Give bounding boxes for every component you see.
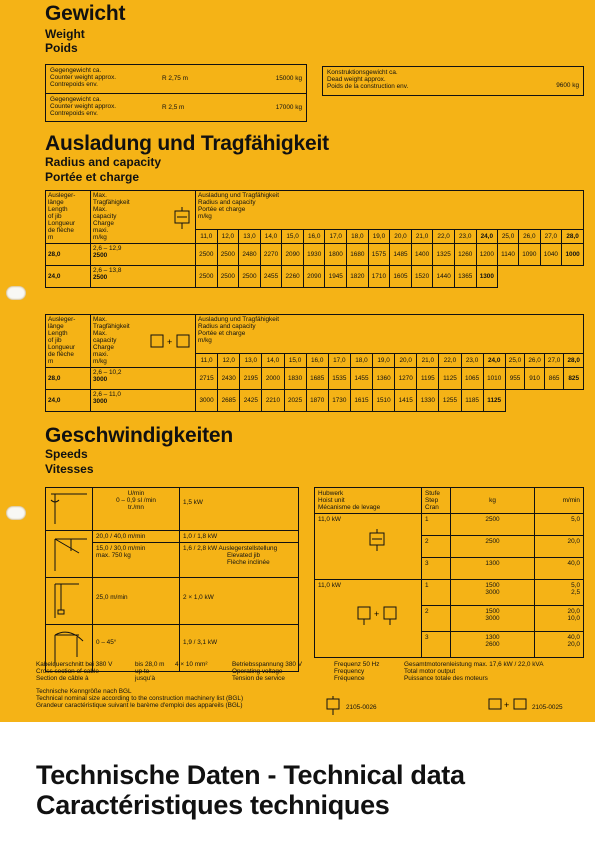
capacity-cell: 2195	[240, 368, 262, 390]
radius-capacity-header: Ausladung und Tragfähigkeit Radius and capacity Portée et charge m/kg	[196, 191, 584, 230]
weight-title-fr: Poids	[45, 41, 78, 55]
capacity-cell: 1415	[395, 390, 417, 412]
radius-tick: 17,0	[328, 354, 350, 368]
capacity-cell: 1945	[325, 266, 347, 288]
speed-cell: 40,0	[535, 558, 584, 580]
slewing-speed: U/min 0 – 0,9 sl /min tr./mn	[93, 488, 180, 531]
capacity-cell: 2715	[196, 368, 218, 390]
capacity-cell: 1870	[306, 390, 328, 412]
capacity-cell: 1615	[350, 390, 372, 412]
radius-tick: 15,0	[284, 354, 306, 368]
capacity-cell: 1270	[395, 368, 417, 390]
capacity-cell: 2685	[218, 390, 240, 412]
speeds-title-fr: Vitesses	[45, 462, 94, 476]
hoisting-icon	[46, 531, 93, 578]
capacity-cell: 1535	[328, 368, 350, 390]
capacity-cell: 1830	[284, 368, 306, 390]
capacity-cell: 2090	[282, 244, 304, 266]
trolley-speed: 25,0 m/min	[93, 578, 180, 625]
radius-tick: 25,0	[498, 230, 519, 244]
max-capacity-header: Max. Tragfähigkeit Max. capacity Charge maxi. m/kg	[91, 191, 196, 244]
capacity-cell: 1575	[368, 244, 390, 266]
radius-tick: 12,0	[218, 354, 240, 368]
total-output-label: Gesamtmotorenleistung max. 17,6 kW / 22,0 kVA Total motor output Puissance totale des moteurs	[404, 661, 544, 682]
capacity-cell: 1260	[454, 244, 476, 266]
capacity-cell: 2090	[303, 266, 325, 288]
hoist-icon	[173, 207, 191, 231]
speed-cell: 40,0 20,0	[535, 632, 584, 658]
capacity-cell: 2455	[260, 266, 282, 288]
svg-text:+: +	[504, 700, 510, 710]
jib-length-header: Ausleger- länge Length of jib Longueur de flèche m	[46, 191, 91, 244]
radius-tick: 13,0	[239, 230, 261, 244]
radius-tick: 17,0	[325, 230, 347, 244]
counter-label-fr: Contrepoids env.	[50, 110, 98, 117]
radius-title-fr: Portée et charge	[45, 170, 140, 184]
capacity-cell: 1330	[417, 390, 439, 412]
capacity-cell: 2270	[260, 244, 282, 266]
kg-cell: 1500 3000	[451, 580, 535, 606]
cable-label: Kabelquerschnitt bei 380 V Cross section of cable Section de câble à	[36, 661, 113, 682]
capacity-cell: 2430	[218, 368, 240, 390]
hoist-group-1: 11,0 kW	[315, 514, 422, 580]
trolley-icon	[46, 578, 93, 625]
radius-title-en: Radius and capacity	[45, 155, 162, 169]
radius-tick: 22,0	[433, 230, 455, 244]
max-capacity-cell: 2,6 – 10,2 3000	[91, 368, 196, 390]
bgl-note: Technische Kenngröße nach BGL Technical nominal size according to the construction machinery list (BGL) Grandeur caractéristique suivant le barème d'emploi des appareils (BGL)	[36, 688, 244, 709]
svg-text:+: +	[374, 609, 380, 619]
capacity-cell: 3000	[196, 390, 218, 412]
capacity-cell: 1440	[433, 266, 455, 288]
document-title-line-1: Technische Daten - Technical data	[36, 760, 465, 790]
capacity-cell: 910	[525, 368, 545, 390]
hoist-unit-header: Hubwerk Hoist unit Mécanisme de levage	[315, 488, 422, 514]
hoist-table	[314, 487, 584, 658]
dead-weight-box	[322, 66, 584, 96]
hoist-motor-icon	[368, 529, 386, 553]
radius-tick: 11,0	[196, 354, 218, 368]
counter-radius: R 2,75 m	[162, 75, 188, 82]
luffing-power: 1,9 / 3,1 kW	[180, 625, 299, 672]
hoisting-speed: 20,0 / 40,0 m/min 15,0 / 30,0 m/min max. 750 kg	[93, 531, 180, 578]
code-2: 2105-0025	[532, 704, 563, 711]
bgl-hoist-icon	[326, 696, 340, 716]
capacity-cell: 2210	[262, 390, 284, 412]
svg-text:+: +	[167, 337, 173, 347]
capacity-cell: 1680	[347, 244, 369, 266]
bgl-hoist-pair-icon	[488, 696, 528, 716]
radius-tick: 20,0	[390, 230, 412, 244]
hoist-motor-pair-icon	[356, 603, 398, 627]
voltage-label: Betriebsspannung 380 V Operating voltage Tension de service	[232, 661, 302, 682]
counter-label-en: Counter weight approx.	[50, 74, 117, 81]
speed-cell: 5,0	[535, 514, 584, 536]
capacity-cell: 1010	[483, 368, 505, 390]
radius-tick: 14,0	[262, 354, 284, 368]
capacity-cell: 2480	[239, 244, 261, 266]
step-cell: 2	[422, 536, 451, 558]
radius-tick: 25,0	[505, 354, 525, 368]
radius-tick: 21,0	[417, 354, 439, 368]
speed-header: m/min	[535, 488, 584, 514]
speeds-title-en: Speeds	[45, 447, 88, 461]
dead-kg: 9600 kg	[556, 82, 579, 89]
empty-cell	[505, 390, 583, 412]
radius-tick: 15,0	[282, 230, 304, 244]
radius-tick: 24,0	[483, 354, 505, 368]
capacity-cell: 1300	[476, 266, 498, 288]
capacity-cell: 1685	[306, 368, 328, 390]
capacity-cell: 1455	[350, 368, 372, 390]
step-cell: 1	[422, 514, 451, 536]
radius-tick: 27,0	[540, 230, 562, 244]
speed-cell: 20,0 10,0	[535, 606, 584, 632]
speeds-title: Geschwindigkeiten	[45, 424, 233, 447]
counter-label-en: Counter weight approx.	[50, 103, 117, 110]
capacity-cell: 1930	[303, 244, 325, 266]
radius-tick: 23,0	[461, 354, 483, 368]
max-capacity-cell: 2,6 – 13,8 2500	[91, 266, 196, 288]
radius-tick: 28,0	[562, 230, 584, 244]
punch-hole-icon	[6, 286, 26, 300]
dead-label-de: Konstruktionsgewicht ca.	[327, 69, 398, 76]
capacity-cell: 1140	[498, 244, 519, 266]
capacity-cell: 825	[564, 368, 584, 390]
capacity-cell: 2025	[284, 390, 306, 412]
capacity-cell: 1065	[461, 368, 483, 390]
radius-tick: 16,0	[303, 230, 325, 244]
capacity-cell: 1365	[454, 266, 476, 288]
radius-capacity-header: Ausladung und Tragfähigkeit Radius and capacity Portée et charge m/kg	[196, 315, 584, 354]
jib-length-cell: 28,0	[46, 368, 91, 390]
radius-tick: 24,0	[476, 230, 498, 244]
radius-tick: 28,0	[564, 354, 584, 368]
kg-cell: 1300	[451, 558, 535, 580]
frequency-label: Frequenz 50 Hz Frequency Fréquence	[334, 661, 380, 682]
capacity-cell: 2500	[196, 266, 218, 288]
step-cell: 3	[422, 558, 451, 580]
counter-kg: 15000 kg	[275, 75, 302, 82]
counter-label-de: Gegengewicht ca.	[50, 96, 102, 103]
kg-cell: 2500	[451, 514, 535, 536]
weight-title: Gewicht	[45, 2, 126, 25]
document-title-line-2: Caractéristiques techniques	[36, 790, 390, 820]
radius-tick: 13,0	[240, 354, 262, 368]
capacity-cell: 2500	[217, 266, 239, 288]
speed-table-left	[45, 487, 299, 672]
capacity-cell: 1485	[390, 244, 412, 266]
step-cell: 2	[422, 606, 451, 632]
capacity-cell: 1820	[347, 266, 369, 288]
hoisting-power: 1,0 / 1,8 kW 1,6 / 2,8 kW Auslegerstellstellung Elevated jib Flèche inclinée	[180, 531, 299, 578]
radius-tick: 16,0	[306, 354, 328, 368]
jib-length-cell: 28,0	[46, 244, 91, 266]
capacity-cell: 1040	[540, 244, 562, 266]
counter-weight-box-2	[45, 93, 307, 122]
weight-title-en: Weight	[45, 27, 85, 41]
max-capacity-header: Max. Tragfähigkeit Max. capacity Charge maxi. m/kg +	[91, 315, 196, 368]
capacity-cell: 2260	[282, 266, 304, 288]
punch-hole-icon	[6, 506, 26, 520]
capacity-cell: 1090	[519, 244, 541, 266]
capacity-cell: 1125	[483, 390, 505, 412]
slewing-icon	[46, 488, 93, 531]
step-cell: 3	[422, 632, 451, 658]
speed-cell: 20,0	[535, 536, 584, 558]
kg-header: kg	[451, 488, 535, 514]
counter-label-fr: Contrepoids env.	[50, 81, 98, 88]
capacity-cell: 1400	[411, 244, 433, 266]
radius-tick: 23,0	[454, 230, 476, 244]
capacity-cell: 1510	[373, 390, 395, 412]
capacity-cell: 1520	[411, 266, 433, 288]
capacity-cell: 1730	[328, 390, 350, 412]
capacity-cell: 2425	[240, 390, 262, 412]
upto-label: bis 28,0 m up to jusqu'à	[135, 661, 165, 682]
radius-tick: 22,0	[439, 354, 461, 368]
dead-label-fr: Poids de la construction env.	[327, 83, 409, 90]
capacity-cell: 1605	[390, 266, 412, 288]
radius-tick: 19,0	[373, 354, 395, 368]
counter-weight-box-1	[45, 64, 307, 94]
capacity-cell: 1800	[325, 244, 347, 266]
speed-cell: 5,0 2,5	[535, 580, 584, 606]
capacity-cell: 1360	[373, 368, 395, 390]
jib-length-cell: 24,0	[46, 390, 91, 412]
radius-tick: 12,0	[217, 230, 239, 244]
capacity-table-1	[45, 190, 584, 288]
step-header: Stufe Step Cran	[422, 488, 451, 514]
empty-cell	[498, 266, 584, 288]
luffing-angle: 0 – 45°	[93, 625, 180, 672]
capacity-cell: 1325	[433, 244, 455, 266]
radius-tick: 26,0	[525, 354, 545, 368]
capacity-cell: 1710	[368, 266, 390, 288]
capacity-cell: 2500	[217, 244, 239, 266]
kg-cell: 1500 3000	[451, 606, 535, 632]
capacity-cell: 1185	[461, 390, 483, 412]
capacity-cell: 2500	[239, 266, 261, 288]
hoist-pair-icon	[149, 331, 191, 355]
capacity-cell: 2000	[262, 368, 284, 390]
radius-tick: 27,0	[544, 354, 564, 368]
jib-length-cell: 24,0	[46, 266, 91, 288]
kg-cell: 1300 2600	[451, 632, 535, 658]
capacity-table-2	[45, 314, 584, 412]
code-1: 2105-0026	[346, 704, 377, 711]
hoist-group-2: 11,0 kW +	[315, 580, 422, 658]
counter-radius: R 2,5 m	[162, 104, 185, 111]
radius-tick: 21,0	[411, 230, 433, 244]
trolley-power: 2 × 1,0 kW	[180, 578, 299, 625]
capacity-cell: 1000	[562, 244, 584, 266]
radius-tick: 19,0	[368, 230, 390, 244]
radius-title: Ausladung und Tragfähigkeit	[45, 132, 329, 155]
counter-kg: 17000 kg	[275, 104, 302, 111]
capacity-cell: 955	[505, 368, 525, 390]
radius-tick: 26,0	[519, 230, 541, 244]
capacity-cell: 865	[544, 368, 564, 390]
kg-cell: 2500	[451, 536, 535, 558]
radius-tick: 20,0	[395, 354, 417, 368]
counter-label-de: Gegengewicht ca.	[50, 67, 102, 74]
jib-length-header: Ausleger- länge Length of jib Longueur de flèche m	[46, 315, 91, 368]
radius-tick: 18,0	[350, 354, 372, 368]
capacity-cell: 1200	[476, 244, 498, 266]
capacity-cell: 1255	[439, 390, 461, 412]
cable-value: 4 × 10 mm²	[175, 661, 208, 668]
capacity-cell: 1195	[417, 368, 439, 390]
slewing-power: 1,5 kW	[180, 488, 299, 531]
step-cell: 1	[422, 580, 451, 606]
max-capacity-cell: 2,6 – 12,9 2500	[91, 244, 196, 266]
capacity-cell: 2500	[196, 244, 218, 266]
dead-label-en: Dead weight approx.	[327, 76, 386, 83]
max-capacity-cell: 2,6 – 11,0 3000	[91, 390, 196, 412]
capacity-cell: 1125	[439, 368, 461, 390]
radius-tick: 11,0	[196, 230, 218, 244]
radius-tick: 14,0	[260, 230, 282, 244]
radius-tick: 18,0	[347, 230, 369, 244]
